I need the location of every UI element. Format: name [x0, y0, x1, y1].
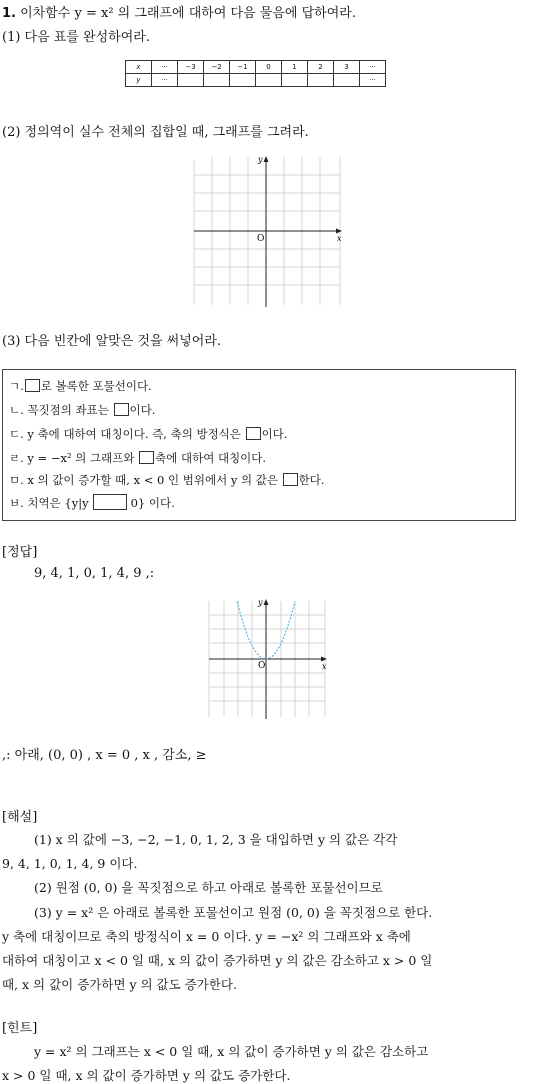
item-b-pre: ㄴ. 꼭짓점의 좌표는 — [9, 403, 109, 417]
table-cell: ··· — [152, 74, 178, 87]
item-d-post: 축에 대하여 대칭이다. — [155, 451, 267, 465]
answer-heading: [정답] — [2, 545, 38, 560]
item-f — [9, 494, 175, 511]
table-cell: 3 — [334, 61, 360, 74]
y-axis-label: y — [258, 598, 263, 607]
answer-line2: ,: 아래, (0, 0) , x = 0 , x , 감소, ≥ — [2, 748, 207, 763]
y-axis-arrow — [264, 156, 269, 162]
table-cell: −3 — [178, 61, 204, 74]
item-a-pre: ㄱ. — [9, 379, 24, 393]
item-e — [9, 472, 325, 488]
item-a — [9, 378, 152, 394]
item-c-post: 이다. — [261, 427, 288, 441]
blank-box[interactable] — [283, 473, 298, 486]
blank-box[interactable] — [246, 427, 261, 440]
origin-label: O — [258, 661, 266, 671]
origin-label: O — [257, 234, 265, 244]
hint-heading: [힌트] — [2, 1021, 38, 1036]
item-b-post: 이다. — [129, 403, 156, 417]
question-number: 1. — [2, 6, 16, 21]
table-cell: −2 — [204, 61, 230, 74]
table-cell: ··· — [152, 61, 178, 74]
answer-graph — [205, 597, 331, 721]
explanation-p3c: 대하여 대칭이고 x < 0 일 때, x 의 값이 증가하면 y 의 값은 감소하고 x > 0 일 — [2, 953, 433, 968]
x-axis-arrow — [321, 657, 327, 662]
table-cell: 0 — [256, 61, 282, 74]
y-axis-arrow — [264, 599, 269, 605]
item-d-pre: ㄹ. y = −x² 의 그래프와 — [9, 451, 135, 465]
table-cell: 1 — [282, 61, 308, 74]
blank-box-wide[interactable] — [93, 494, 127, 510]
table-cell: ··· — [360, 61, 386, 74]
table-cell — [178, 74, 204, 87]
explanation-p3a: (3) y = x² 은 아래로 볼록한 포물선이고 원점 (0, 0) 을 꼭짓점으로 한다. — [34, 905, 433, 920]
item-a-post: 로 볼록한 포물선이다. — [40, 379, 152, 393]
item-f-pre: ㅂ. 치역은 {y|y — [9, 496, 89, 510]
explanation-p2: (2) 원점 (0, 0) 을 꼭짓점으로 하고 아래로 볼록한 포물선이므로 — [34, 880, 383, 895]
x-axis-label: x — [337, 234, 342, 243]
table-cell — [282, 74, 308, 87]
table-cell — [230, 74, 256, 87]
table-cell: −1 — [230, 61, 256, 74]
item-d — [9, 450, 266, 466]
table-cell — [204, 74, 230, 87]
item-e-post: 한다. — [298, 473, 325, 487]
table-cell — [308, 74, 334, 87]
x-axis-label: x — [322, 662, 327, 671]
answer-line1: 9, 4, 1, 0, 1, 4, 9 ,: — [34, 566, 155, 581]
explanation-p1b: 9, 4, 1, 0, 1, 4, 9 이다. — [2, 856, 138, 871]
value-table — [125, 60, 386, 87]
hint-p2: x > 0 일 때, x 의 값이 증가하면 y 의 값도 증가한다. — [2, 1068, 291, 1083]
table-cell: x — [126, 61, 152, 74]
item-b — [9, 402, 155, 418]
table-cell: y — [126, 74, 152, 87]
table-cell: 2 — [308, 61, 334, 74]
part1-label: (1) 다음 표를 완성하여라. — [2, 30, 150, 45]
blank-box[interactable] — [114, 403, 129, 416]
explanation-p1a: (1) x 의 값에 −3, −2, −1, 0, 1, 2, 3 을 대입하면 y 의 값은 각각 — [34, 832, 398, 847]
question-text: 이차함수 y = x² 의 그래프에 대하여 다음 물음에 답하여라. — [20, 6, 356, 21]
explanation-p3b: y 축에 대칭이므로 축의 방정식이 x = 0 이다. y = −x² 의 그래프와 x 축에 — [2, 929, 411, 944]
table-row-y — [126, 74, 386, 87]
question-title — [2, 2, 356, 21]
table-cell — [256, 74, 282, 87]
table-cell — [334, 74, 360, 87]
part2-label: (2) 정의역이 실수 전체의 집합일 때, 그래프를 그려라. — [2, 125, 309, 140]
table-cell: ··· — [360, 74, 386, 87]
blank-box[interactable] — [25, 379, 40, 392]
explanation-heading: [해설] — [2, 810, 38, 825]
fill-in-box — [2, 369, 516, 521]
item-f-post: 0} 이다. — [130, 496, 175, 510]
explanation-p3d: 때, x 의 값이 증가하면 y 의 값도 증가한다. — [2, 977, 237, 992]
item-c — [9, 426, 287, 442]
x-axis-arrow — [336, 229, 342, 234]
blank-coordinate-grid — [190, 153, 348, 309]
y-axis-label: y — [258, 155, 263, 164]
part3-label: (3) 다음 빈칸에 알맞은 것을 써넣어라. — [2, 334, 222, 349]
item-c-pre: ㄷ. y 축에 대하여 대칭이다. 즉, 축의 방정식은 — [9, 427, 241, 441]
table-row-x — [126, 61, 386, 74]
hint-p1: y = x² 의 그래프는 x < 0 일 때, x 의 값이 증가하면 y 의 값은 감소하고 — [34, 1044, 429, 1059]
item-e-pre: ㅁ. x 의 값이 증가할 때, x < 0 인 범위에서 y 의 값은 — [9, 473, 278, 487]
blank-box[interactable] — [139, 451, 154, 464]
